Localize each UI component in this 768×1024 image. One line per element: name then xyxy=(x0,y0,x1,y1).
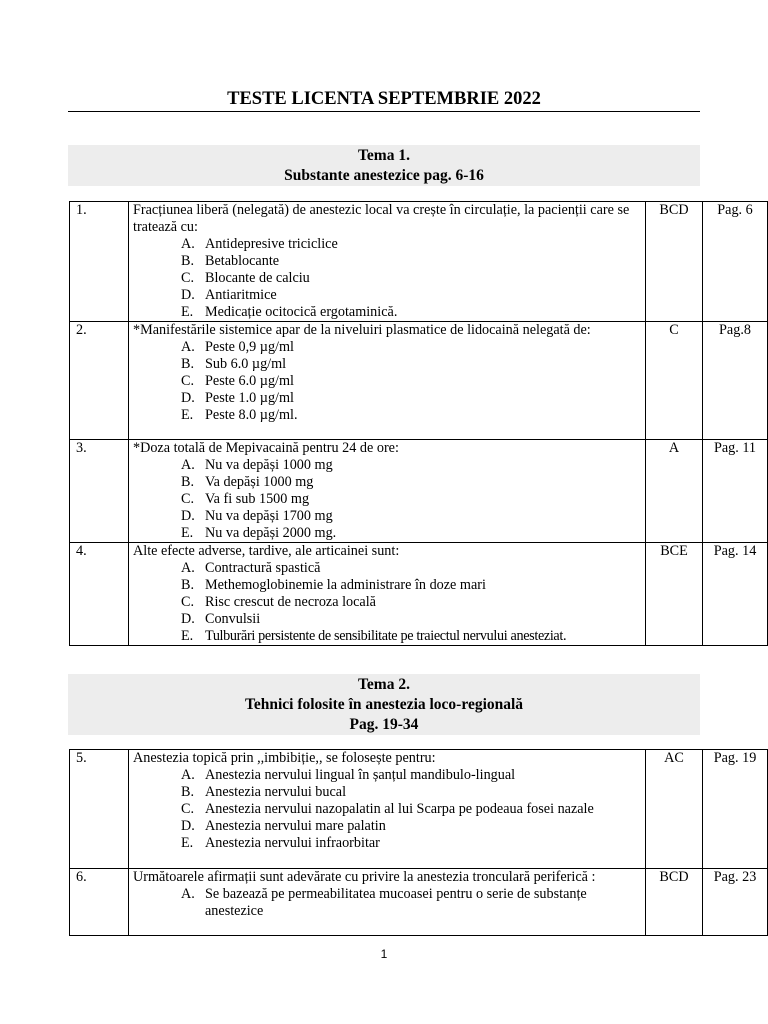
answer-key: BCE xyxy=(646,543,703,646)
option-text: Nu va depăși 1700 mg xyxy=(205,508,333,524)
option-letter: D. xyxy=(181,818,195,834)
page-number: 1 xyxy=(380,947,388,961)
option-text: Peste 0,9 µg/ml xyxy=(205,339,294,355)
section-heading-line: Tema 1. xyxy=(358,147,410,164)
option-letter: A. xyxy=(181,457,195,473)
option xyxy=(133,270,641,287)
question-text: Următoarele afirmații sunt adevărate cu privire la anestezia tronculară periferică : xyxy=(133,869,596,885)
option xyxy=(133,508,641,525)
option-text: Antidepresive triciclice xyxy=(205,236,338,252)
option-text: Antiaritmice xyxy=(205,287,277,303)
question-cell xyxy=(129,543,646,646)
section-heading xyxy=(68,674,700,735)
option xyxy=(133,390,641,407)
answer-key: BCD xyxy=(646,869,703,936)
option xyxy=(133,407,641,424)
option xyxy=(133,801,641,818)
option-text: Anestezia nervului lingual în șanțul mandibulo-lingual xyxy=(205,767,516,783)
option-text: Blocante de calciu xyxy=(205,270,310,286)
question-text: *Manifestările sistemice apar de la niveluiri plasmatice de lidocaină nelegată de: xyxy=(133,322,591,338)
option-letter: C. xyxy=(181,270,195,286)
option-text: Nu va depăși 2000 mg. xyxy=(205,525,337,541)
page-reference: Pag. 19 xyxy=(703,750,768,869)
option-letter: E. xyxy=(181,835,194,851)
option-text: Medicație ocitocică ergotaminică. xyxy=(205,304,398,320)
questions-table xyxy=(69,201,768,646)
option xyxy=(133,525,641,542)
option-letter: B. xyxy=(181,577,195,593)
option-text: Va fi sub 1500 mg xyxy=(205,491,310,507)
option-text: Contractură spastică xyxy=(205,560,321,576)
option xyxy=(133,835,641,852)
option-letter: B. xyxy=(181,356,195,372)
page-reference: Pag. 11 xyxy=(703,440,768,543)
title-underline xyxy=(68,111,700,112)
option xyxy=(133,474,641,491)
answer-key: A xyxy=(646,440,703,543)
question-number: 5. xyxy=(70,750,129,869)
option-text: Tulburări persistente de sensibilitate pe traiectul nervului anesteziat. xyxy=(205,628,567,644)
question-number: 6. xyxy=(70,869,129,936)
section-heading-line: Tehnici folosite în anestezia loco-regională xyxy=(244,696,524,713)
option-text: Anestezia nervului bucal xyxy=(205,784,347,800)
table-row xyxy=(70,440,768,543)
option xyxy=(133,491,641,508)
option xyxy=(133,767,641,784)
option xyxy=(133,236,641,253)
option-letter: C. xyxy=(181,491,195,507)
option xyxy=(133,373,641,390)
question-cell xyxy=(129,869,646,936)
page-reference: Pag. 14 xyxy=(703,543,768,646)
question-number: 4. xyxy=(70,543,129,646)
questions-table xyxy=(69,749,768,936)
question-number: 3. xyxy=(70,440,129,543)
option-letter: C. xyxy=(181,594,195,610)
table-row xyxy=(70,869,768,936)
option-text: Va depăși 1000 mg xyxy=(205,474,314,490)
option-letter: E. xyxy=(181,628,194,644)
option-letter: A. xyxy=(181,339,195,355)
option-letter: D. xyxy=(181,508,195,524)
option-letter: B. xyxy=(181,253,195,269)
table-row xyxy=(70,543,768,646)
option xyxy=(133,304,641,321)
option-text: Se bazează pe permeabilitatea mucoasei pentru o serie de substanțe anestezice xyxy=(205,886,587,919)
page-reference: Pag.8 xyxy=(703,322,768,440)
option-letter: E. xyxy=(181,304,194,320)
option-letter: E. xyxy=(181,407,194,423)
option-letter: B. xyxy=(181,474,195,490)
page-reference: Pag. 23 xyxy=(703,869,768,936)
option xyxy=(133,784,641,801)
question-text: Alte efecte adverse, tardive, ale articainei sunt: xyxy=(133,543,400,559)
option xyxy=(133,611,641,628)
table-row xyxy=(70,322,768,440)
question-cell xyxy=(129,750,646,869)
table-row xyxy=(70,750,768,869)
option-text: Peste 8.0 µg/ml. xyxy=(205,407,298,423)
option-letter: C. xyxy=(181,801,195,817)
option xyxy=(133,594,641,611)
option xyxy=(133,577,641,594)
option-letter: C. xyxy=(181,373,195,389)
option xyxy=(133,628,641,645)
option xyxy=(133,457,641,474)
option xyxy=(133,253,641,270)
option-text: Sub 6.0 µg/ml xyxy=(205,356,287,372)
option-letter: D. xyxy=(181,390,195,406)
option-letter: D. xyxy=(181,287,195,303)
option xyxy=(133,339,641,356)
document-title: TESTE LICENTA SEPTEMBRIE 2022 xyxy=(227,89,541,109)
option-text: Methemoglobinemie la administrare în doze mari xyxy=(205,577,486,593)
page-reference: Pag. 6 xyxy=(703,202,768,322)
option-letter: E. xyxy=(181,525,194,541)
option-text: Anestezia nervului mare palatin xyxy=(205,818,386,834)
option-text: Betablocante xyxy=(205,253,280,269)
option xyxy=(133,560,641,577)
question-number: 1. xyxy=(70,202,129,322)
option xyxy=(133,886,641,920)
option xyxy=(133,818,641,835)
question-cell xyxy=(129,440,646,543)
option-text: Peste 6.0 µg/ml xyxy=(205,373,294,389)
section-heading xyxy=(68,145,700,186)
section-heading-line: Substante anestezice pag. 6-16 xyxy=(284,167,484,184)
question-text: Fracțiunea liberă (nelegată) de anestezic local va crește în circulație, la pacienții care se tratează cu: xyxy=(133,202,630,235)
question-text: *Doza totală de Mepivacaină pentru 24 de ore: xyxy=(133,440,399,456)
question-cell xyxy=(129,322,646,440)
option xyxy=(133,356,641,373)
option-text: Peste 1.0 µg/ml xyxy=(205,390,294,406)
question-text: Anestezia topică prin ,,imbibiție,, se folosește pentru: xyxy=(133,750,436,766)
section-heading-line: Tema 2. xyxy=(358,676,410,693)
option-text: Anestezia nervului nazopalatin al lui Scarpa pe podeaua fosei nazale xyxy=(205,801,594,817)
option-letter: A. xyxy=(181,886,195,902)
question-cell xyxy=(129,202,646,322)
option-letter: A. xyxy=(181,767,195,783)
answer-key: C xyxy=(646,322,703,440)
option-letter: A. xyxy=(181,236,195,252)
question-number: 2. xyxy=(70,322,129,440)
option-letter: D. xyxy=(181,611,195,627)
option-text: Risc crescut de necroza locală xyxy=(205,594,376,610)
option xyxy=(133,287,641,304)
answer-key: AC xyxy=(646,750,703,869)
option-text: Anestezia nervului infraorbitar xyxy=(205,835,380,851)
section-heading-line: Pag. 19-34 xyxy=(349,716,419,733)
option-letter: A. xyxy=(181,560,195,576)
option-text: Nu va depăși 1000 mg xyxy=(205,457,333,473)
option-text: Convulsii xyxy=(205,611,261,627)
answer-key: BCD xyxy=(646,202,703,322)
option-letter: B. xyxy=(181,784,195,800)
table-row xyxy=(70,202,768,322)
